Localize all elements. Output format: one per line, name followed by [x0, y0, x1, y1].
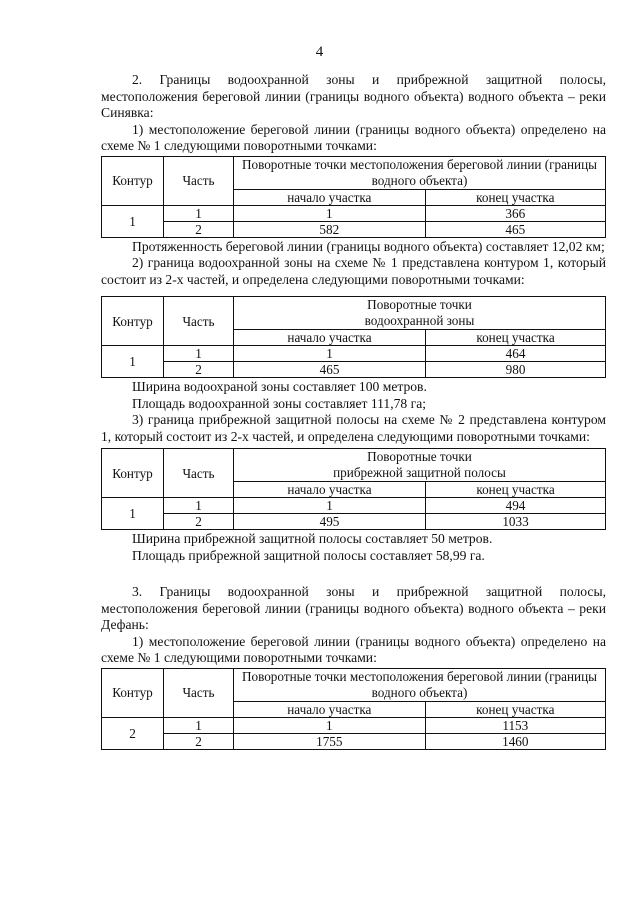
cell-start: 1	[234, 205, 426, 221]
points-line1: Поворотные точки	[367, 297, 472, 312]
cell-part: 2	[164, 514, 234, 530]
cell-end: 1033	[426, 514, 606, 530]
col-header-contour: Контур	[102, 668, 164, 717]
document-body	[101, 72, 606, 751]
col-header-contour: Контур	[102, 297, 164, 346]
col-header-part: Часть	[164, 297, 234, 346]
section3-heading: 3. Границы водоохранной зоны и прибрежной защитной полосы, местоположения береговой линии (границы водного объекта) водного объекта – реки Дефань:	[101, 584, 606, 632]
section2-heading: 2. Границы водоохранной зоны и прибрежной защитной полосы, местоположения береговой линии (границы водного объекта) водного объекта – реки Синявка:	[101, 72, 606, 120]
strip-area-text: Площадь прибрежной защитной полосы составляет 58,99 га.	[132, 547, 485, 563]
points-line2: прибрежной защитной полосы	[333, 465, 506, 480]
shoreline-table-defan	[101, 668, 606, 750]
cell-end: 980	[426, 362, 606, 378]
col-header-start: начало участка	[234, 330, 426, 346]
section2-item3: 3) граница прибрежной защитной полосы на схеме № 2 представлена контуром 1, который состоит из 2-х частей, и определена следующими поворотными точками:	[101, 412, 606, 444]
cell-contour: 1	[102, 346, 164, 378]
table-row	[102, 346, 606, 362]
col-header-end: конец участка	[426, 482, 606, 498]
points-line1: Поворотные точки	[367, 449, 472, 464]
col-header-points: Поворотные точки местоположения береговой линии (границы водного объекта)	[234, 156, 606, 189]
cell-start: 1	[234, 717, 426, 733]
strip-width-text: Ширина прибрежной защитной полосы составляет 50 метров.	[132, 531, 493, 546]
table-row	[102, 498, 606, 514]
col-header-points	[234, 297, 606, 330]
table-row	[102, 221, 606, 237]
page-number: 4	[315, 44, 324, 60]
cell-end: 1153	[425, 717, 605, 733]
cell-end: 494	[426, 498, 606, 514]
cell-start: 495	[234, 514, 426, 530]
cell-contour: 1	[102, 498, 164, 530]
section2-item1: 1) местоположение береговой линии (границы водного объекта) определено на схеме № 1 следующими поворотными точками:	[101, 121, 606, 153]
section3-item1: 1) местоположение береговой линии (границы водного объекта) определено на схеме № 1 следующими поворотными точками:	[101, 633, 606, 665]
col-header-start: начало участка	[234, 189, 426, 205]
cell-part: 1	[164, 346, 234, 362]
cell-part: 1	[164, 717, 234, 733]
points-line2: водоохранной зоны	[364, 313, 475, 328]
cell-contour: 1	[102, 205, 164, 237]
table-row	[102, 205, 606, 221]
cell-start: 1	[234, 346, 426, 362]
zone-area-text: Площадь водоохранной зоны составляет 111,78 га;	[132, 395, 427, 411]
col-header-end: конец участка	[426, 330, 606, 346]
col-header-points	[234, 449, 606, 482]
col-header-part: Часть	[164, 449, 234, 498]
col-header-end: конец участка	[425, 701, 605, 717]
shoreline-table-sinyavka	[101, 156, 606, 238]
cell-start: 465	[234, 362, 426, 378]
section2-item2: 2) граница водоохранной зоны на схеме № 1 представлена контуром 1, который состоит из 2-х частей, и определена следующими поворотными точками:	[101, 255, 606, 287]
coastal-strip-table	[101, 448, 606, 530]
cell-part: 2	[164, 221, 234, 237]
table-row	[102, 514, 606, 530]
col-header-contour: Контур	[102, 156, 164, 205]
cell-contour: 2	[102, 717, 164, 749]
cell-part: 2	[164, 362, 234, 378]
table-row	[102, 717, 606, 733]
cell-start: 582	[234, 221, 426, 237]
table-row	[102, 362, 606, 378]
shoreline-length-text: Протяженность береговой линии (границы водного объекта) составляет 12,02 км;	[132, 238, 605, 254]
table-row	[102, 733, 606, 749]
cell-end: 1460	[425, 733, 605, 749]
zone-width-text: Ширина водоохраной зоны составляет 100 метров.	[132, 379, 427, 394]
cell-end: 465	[425, 221, 605, 237]
col-header-contour: Контур	[102, 449, 164, 498]
col-header-start: начало участка	[234, 701, 426, 717]
cell-start: 1	[234, 498, 426, 514]
col-header-start: начало участка	[234, 482, 426, 498]
cell-start: 1755	[234, 733, 426, 749]
cell-part: 2	[164, 733, 234, 749]
water-protection-zone-table	[101, 296, 606, 378]
cell-part: 1	[164, 205, 234, 221]
cell-end: 464	[426, 346, 606, 362]
col-header-part: Часть	[164, 668, 234, 717]
col-header-points: Поворотные точки местоположения береговой линии (границы водного объекта)	[234, 668, 606, 701]
col-header-part: Часть	[164, 156, 234, 205]
cell-end: 366	[425, 205, 605, 221]
cell-part: 1	[164, 498, 234, 514]
col-header-end: конец участка	[425, 189, 605, 205]
